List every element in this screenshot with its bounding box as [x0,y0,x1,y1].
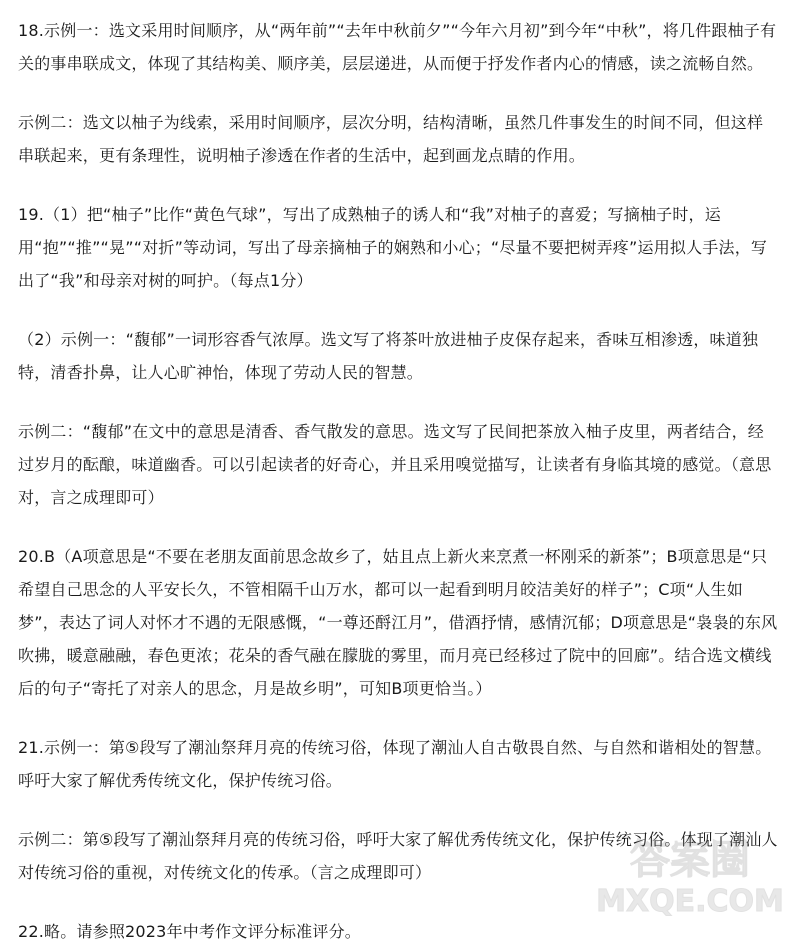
watermark-title: 答案圈 [630,837,750,883]
answer-21-example-2: 示例二：第⑤段写了潮汕祭拜月亮的传统习俗，呼吁大家了解优秀传统文化，保护传统习俗。体现了潮汕人对传统习俗的重视，对传统文化的传承。（言之成理即可） [18,830,778,882]
watermark-url: MXQE.COM [596,884,784,919]
answer-22: 22.略。请参照2023年中考作文评分标准评分。 [18,922,361,941]
answer-19-part-2-example-1: （2）示例一：“馥郁”一词形容香气浓厚。选文写了将茶叶放进柚子皮保存起来，香味互相渗透，味道独特，清香扑鼻，让人心旷神怡，体现了劳动人民的智慧。 [18,330,759,382]
answer-20: 20.B（A项意思是“不要在老朋友面前思念故乡了，姑且点上新火来烹煮一杯刚采的新茶”；B项意思是“只希望自己思念的人平安长久，不管相隔千山万水，都可以一起看到明月皎洁美好的样子”；C项“人生如梦”，表达了词人对怀才不遇的无限感慨，“一尊还酹江月”，借酒抒情，感情沉郁；D项意思是“袅袅的东风吹拂，暖意融融，春色更浓；花朵的香气融在朦胧的雾里，而月亮已经移过了院中的回廊”。结合选文横线后的句子“寄托了对亲人的思念，月是故乡明”，可知B项更恰当。） [18,547,778,698]
answer-18-example-2: 示例二：选文以柚子为线索，采用时间顺序，层次分明，结构清晰，虽然几件事发生的时间不同，但这样串联起来，更有条理性，说明柚子渗透在作者的生活中，起到画龙点睛的作用。 [18,113,764,165]
answer-21-example-1: 21.示例一：第⑤段写了潮汕祭拜月亮的传统习俗，体现了潮汕人自古敬畏自然、与自然和谐相处的智慧。呼吁大家了解优秀传统文化，保护传统习俗。 [18,738,772,790]
answer-18-example-1: 18.示例一：选文采用时间顺序，从“两年前”“去年中秋前夕”“今年六月初”到今年“中秋”，将几件跟柚子有关的事串联成文，体现了其结构美、顺序美，层层递进，从而便于抒发作者内心的情感，读之流畅自然。 [18,21,777,73]
answer-19-part-2-example-2: 示例二：“馥郁”在文中的意思是清香、香气散发的意思。选文写了民间把茶放入柚子皮里，两者结合，经过岁月的酝酿，味道幽香。可以引起读者的好奇心，并且采用嗅觉描写，让读者有身临其境的感觉。（意思对，言之成理即可） [18,422,772,507]
answer-19-part-1: 19.（1）把“柚子”比作“黄色气球”，写出了成熟柚子的诱人和“我”对柚子的喜爱；写摘柚子时，运用“抱”“推”“晃”“对折”等动词，写出了母亲摘柚子的娴熟和小心；“尽量不要把树弄疼”运用拟人手法，写出了“我”和母亲对树的呵护。（每点1分） [18,205,768,290]
